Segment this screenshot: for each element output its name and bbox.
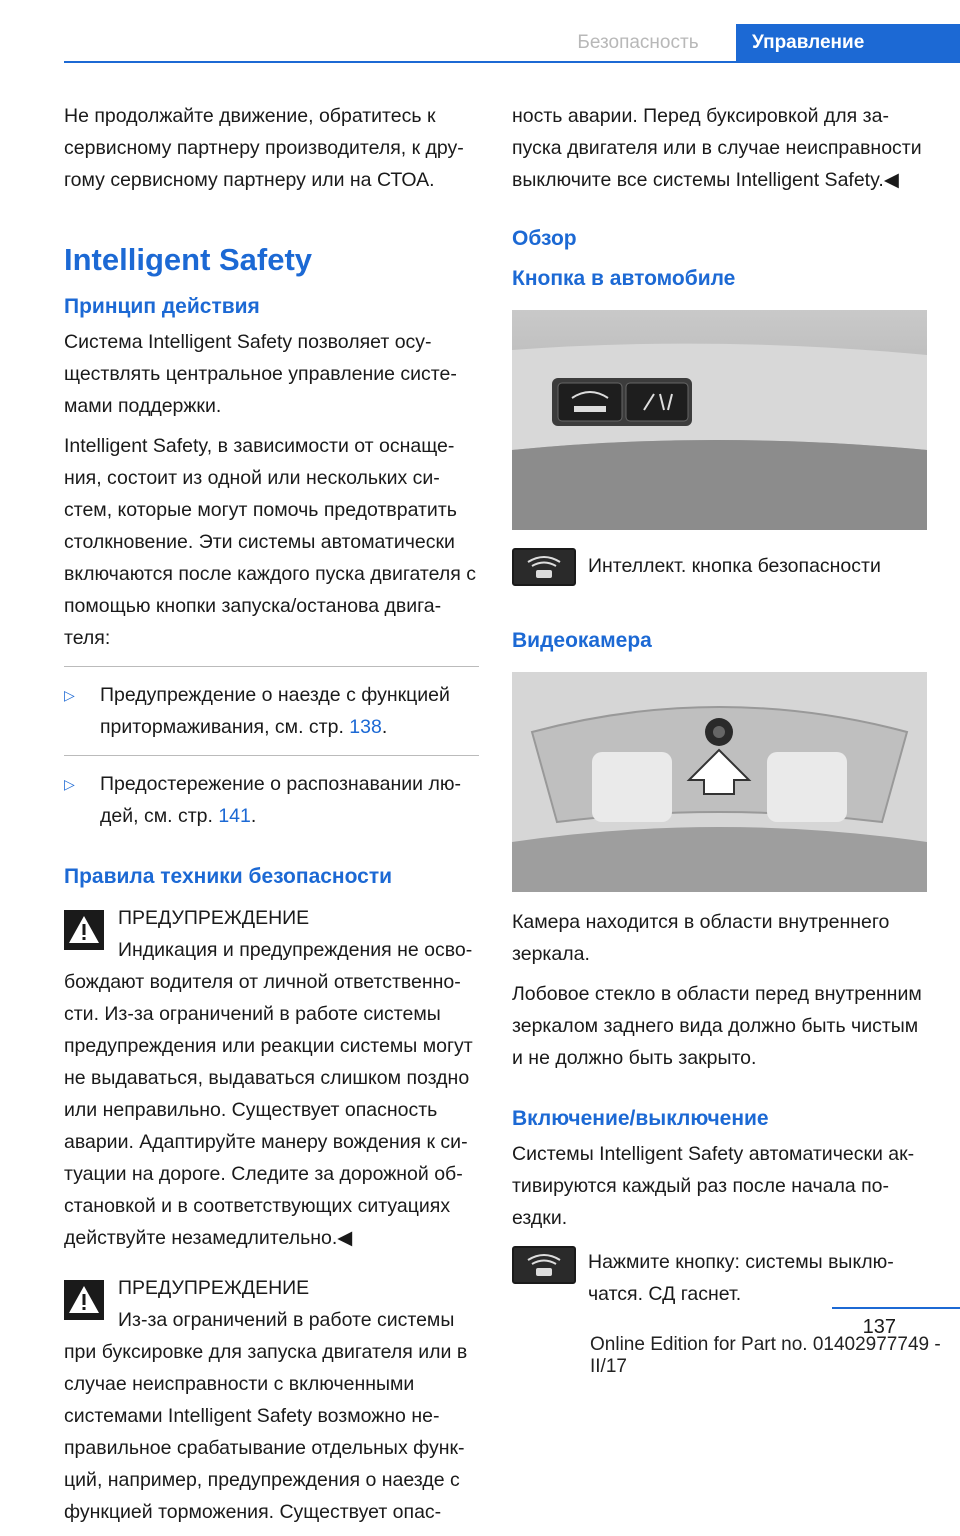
triangle-bullet-icon: ▷ [64,687,75,703]
page-number: 137 [862,1316,896,1338]
heading-on-off: Включение/выключение [512,1107,769,1130]
continued-paragraph: ность аварии. Перед буксировкой для за-пуска двигателя или в случае неисправности выключите все системы Intelligent Safety.◀ [512,105,922,191]
on-off-paragraph: Системы Intelligent Safety автоматически ак-тивируются каждый раз после начала по-ездки. [512,1143,915,1229]
warning-block-1 [64,902,479,1254]
warning-icon [64,910,104,950]
list-item-end: . [381,716,388,738]
principle-paragraph-2: Intelligent Safety, в зависимости от оснаще-ния, состоит из одной или нескольких си-стем, которые могут помочь предотвратить столкновение. Эти системы автоматически включаются после каждого пуска двигателя с помощью кнопки запуска/останова двига-теля: [64,435,476,649]
divider [64,755,479,756]
footer-rule [832,1307,960,1309]
header-rule [64,61,960,63]
warning-first-line: Индикация и предупреждения не осво- [118,939,473,961]
intro-paragraph: Не продолжайте движение, обратитесь к сервисному партнеру производителя, к дру-гому сервисному партнеру или на СТОА. [64,105,464,191]
list-item [64,679,479,743]
heading-camera: Видеокамера [512,629,652,652]
warning-label: ПРЕДУПРЕЖДЕНИЕ [118,1277,310,1299]
tab-safety[interactable]: Безопасность [577,32,699,53]
list-item-text: Предостережение о распознавании лю-дей, см. стр. [100,773,461,827]
list-item-text: Предупреждение о наезде с функцией притормаживания, см. стр. [100,684,450,738]
warning-icon [64,1280,104,1320]
heading-overview: Обзор [512,227,577,250]
triangle-bullet-icon: ▷ [64,776,75,792]
list-item-end: . [250,805,257,827]
divider [64,666,479,667]
warning-first-line: Из-за ограничений в работе системы [118,1309,455,1331]
camera-paragraph-1: Камера находится в области внутреннего зеркала. [512,911,890,965]
warning-label: ПРЕДУПРЕЖДЕНИЕ [118,907,310,929]
button-caption: Интеллект. кнопка безопасности [588,555,881,577]
camera-paragraph-2: Лобовое стекло в области перед внутренним зеркалом заднего вида должно быть чистым и не должно быть закрыто. [512,983,922,1069]
car-console-illustration [512,310,927,530]
warning-text: при буксировке для запуска двигателя или в случае неисправности с включенными системами Intelligent Safety возможно не-правильное срабатывание отдельных функ-ций, например, предупреждения о наезде с функцией торможения. Существует опас- [64,1341,468,1523]
page-link-141[interactable]: 141 [218,805,251,827]
warning-block-2 [64,1272,479,1528]
tab-controls[interactable]: Управление [736,24,960,62]
heading-button-in-car: Кнопка в автомобиле [512,267,736,290]
camera-photo [512,672,927,892]
intelligent-safety-button-icon [512,548,576,586]
button-caption-row [512,548,927,586]
press-row [512,1246,927,1310]
principle-paragraph-1: Система Intelligent Safety позволяет осу-ществлять центральное управление систе-мами поддержки. [64,331,457,417]
subsection-safety-rules: Правила техники безопасности [64,865,393,888]
press-instruction: Нажмите кнопку: системы выклю-чатся. СД гаснет. [588,1251,894,1305]
windshield-camera-illustration [512,672,927,892]
warning-text: бождают водителя от личной ответственно-сти. Из-за ограничений в работе системы предупреждения или реакции системы могут не выдаваться, выдаваться слишком поздно или неправильно. Существует опасность аварии. Адаптируйте манеру вождения к си-туации на дороге. Следите за дорожной об-становкой и в соответствующих ситуациях действуйте незамедлительно.◀ [64,971,473,1249]
right-column [512,100,927,1310]
subsection-principle: Принцип действия [64,295,260,318]
page-link-138[interactable]: 138 [349,716,382,738]
list-item [64,768,479,832]
intelligent-safety-button-icon [512,1246,576,1284]
page-header [0,0,960,64]
left-column [64,100,479,1536]
edition-note: Online Edition for Part no. 01402977749 - II/17 [590,1334,941,1377]
button-photo [512,310,927,530]
section-title: Intelligent Safety [64,242,313,277]
